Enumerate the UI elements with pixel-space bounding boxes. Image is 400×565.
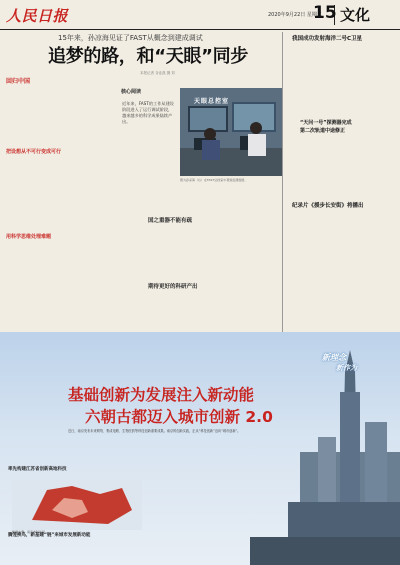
control-room-photo [180, 88, 283, 176]
newspaper-logo: 人民日报 [6, 7, 69, 25]
banner-tag: 新作为 [336, 364, 357, 372]
body-text [121, 226, 279, 280]
page-number: 15 [313, 3, 337, 23]
masthead [0, 0, 400, 30]
news-headline: 第二次轨道中途修正 [300, 128, 346, 134]
subheading: 用科学思维处理难题 [6, 234, 52, 240]
news-headline: “天问一号”探测器完成 [300, 120, 352, 126]
subheading: 把设想从不可行变成可行 [6, 149, 62, 155]
subheading: 期待更好的科研产出 [148, 284, 198, 290]
body-text [6, 156, 110, 230]
lead-title: 追梦的路，和“天眼”同步 [48, 46, 249, 67]
core-reading-box [121, 100, 176, 160]
section-title: 文化 [340, 6, 371, 24]
feature-banner [0, 332, 400, 565]
column-divider [282, 32, 283, 332]
lead-byline: 本报记者 谷业凯 摄 刘 [140, 71, 175, 75]
subheading: 国之重器不能有疏 [148, 218, 193, 224]
subheading: 率先构建江苏省创新高地科技 [8, 467, 67, 472]
photo-sign-text: 天眼总控室 [194, 98, 230, 105]
body-text [8, 540, 146, 564]
body-text [6, 241, 110, 329]
map-caption: 数据来源：南京市科技局 [12, 530, 46, 534]
photo-caption: 图为孙凉海（右）在FAST总控室中观察监测数据。 [180, 178, 248, 182]
core-reading-text: 近年来，FAST的工作从建设阶段进入了运行调试阶段，越来越多的科学成果陆续产出。 [122, 101, 174, 124]
core-reading-heading: 核心阅读 [121, 89, 142, 95]
subheading: 腾笼换鸟，新基建“链”来城市发展新动能 [8, 533, 91, 538]
lead-subtitle: 15年来，孙凉海见证了FAST从概念到建成调试 [58, 34, 203, 42]
news-headline: 我国成功发射海洋二号C卫星 [292, 36, 363, 42]
body-text [290, 211, 396, 329]
body-text [6, 86, 110, 146]
body-text [121, 291, 279, 329]
nanjing-map [12, 480, 142, 530]
body-text [290, 136, 396, 196]
banner-subtitle: 六朝古都迈入城市创新 2.0 [85, 408, 273, 426]
issue-date: 2020年9月22日 星期二 [268, 12, 322, 18]
body-text [150, 466, 290, 564]
map-graphic [12, 480, 142, 530]
banner-intro: 近日，南京发布未来网络、集成电路、生物医药等科技创新重要成果。南京的创新实践，正从“科技创新”迈向“城市创新”。 [68, 429, 241, 433]
column-heading: 回归中国 [6, 78, 31, 85]
banner-title: 基础创新为发展注入新动能 [68, 386, 255, 404]
body-text [121, 188, 279, 214]
body-text [290, 44, 396, 114]
news-headline: 纪录片《援步长安街》将播出 [292, 203, 364, 209]
banner-tag: 新理念 [322, 353, 346, 362]
